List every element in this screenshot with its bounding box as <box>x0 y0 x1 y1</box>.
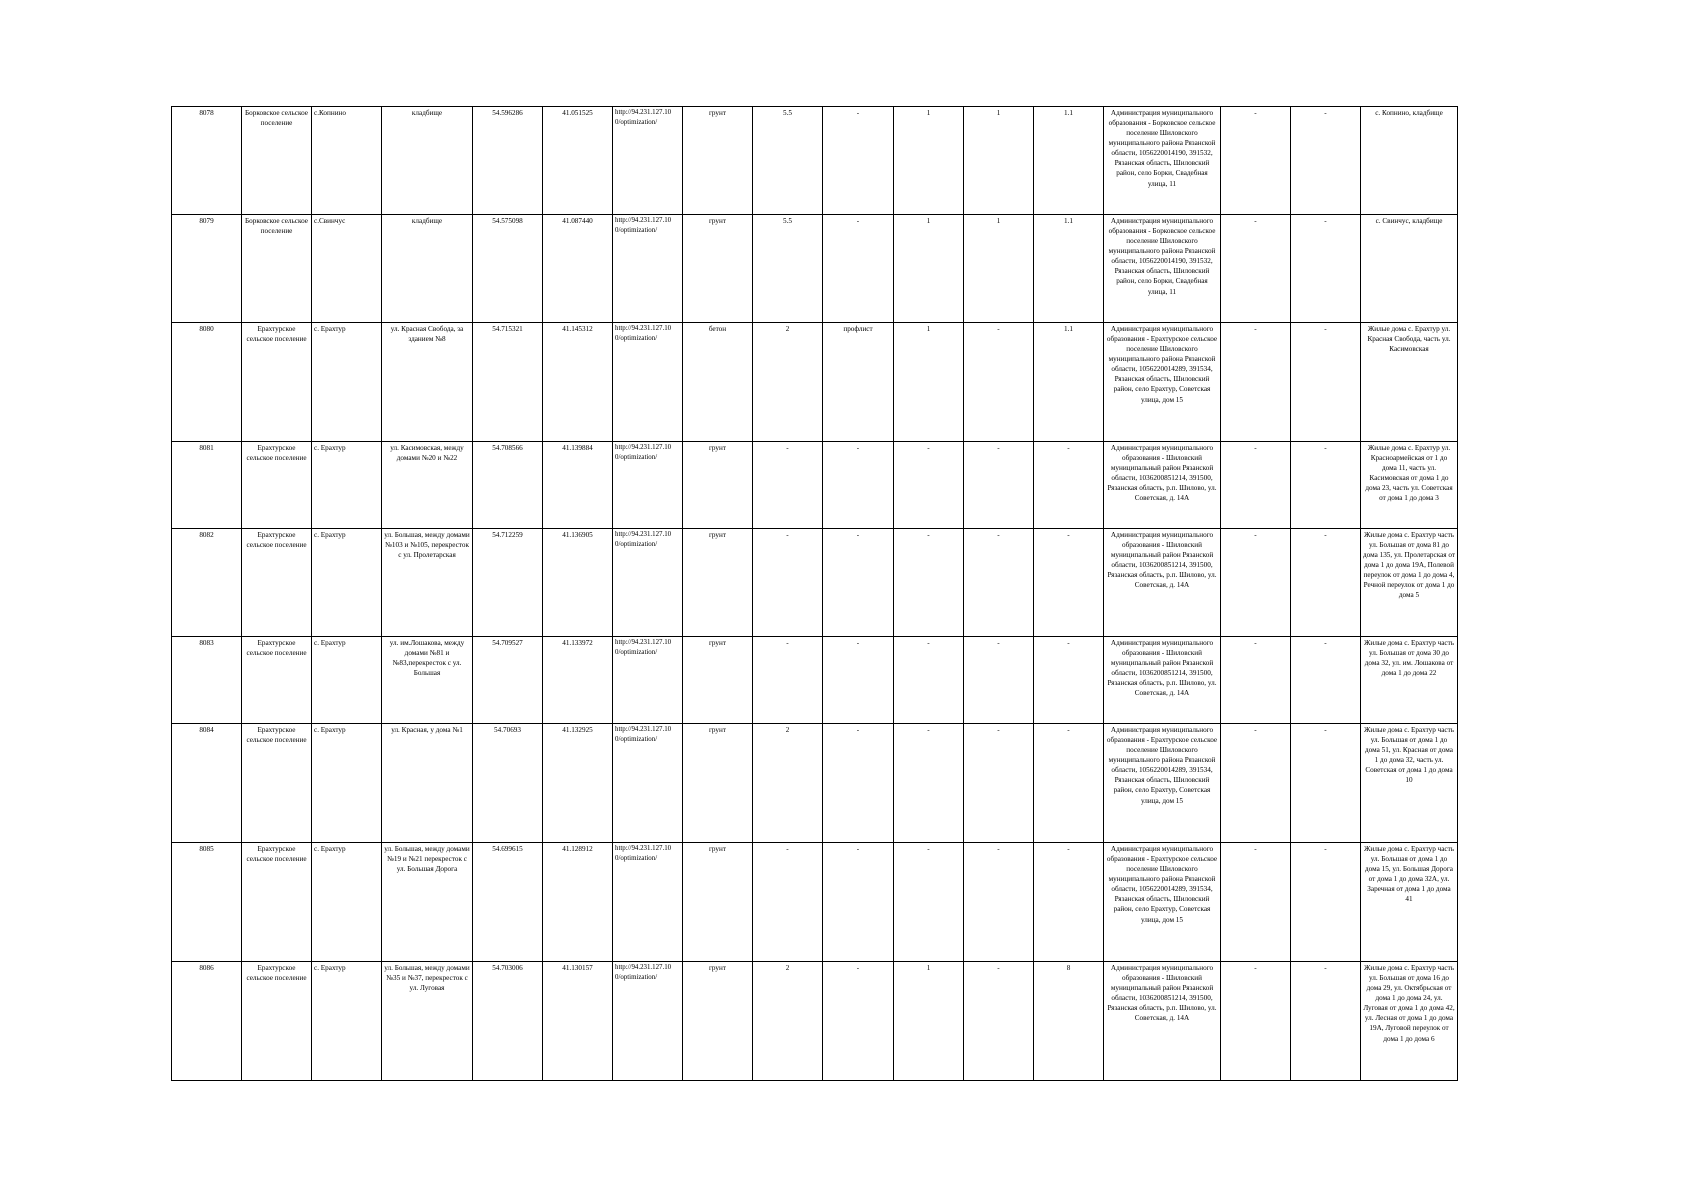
longitude-cell: 41.136905 <box>543 529 613 637</box>
surface-cell: бетон <box>683 323 753 442</box>
fence-cell: - <box>823 962 894 1081</box>
container-volume-cell: - <box>1034 442 1104 529</box>
container-planned-cell: - <box>964 442 1034 529</box>
settlement-cell: Ерахтурское сельское поселение <box>242 962 312 1081</box>
owner-cell: Администрация муниципального образования - Ерахтурское сельское поселение Шиловского муниципального района Рязанской области, 1056220014289, 391534, Рязанская область, Шиловский район, село Ерахтур, Советская улица, дом 15 <box>1104 843 1221 962</box>
waste-sources-cell: Жилые дома с. Ерахтур ул. Красноармейская от 1 до дома 11, часть ул. Касимовская от дома 1 до дома 23, часть ул. Советская от дома 1 до дома 3 <box>1361 442 1458 529</box>
village-cell: с. Ерахтур <box>312 442 382 529</box>
waste-sources-cell: Жилые дома с. Ерахтур часть ул. Большая от дома 30 до дома 32, ул. им. Лошакова от дома 1 до дома 22 <box>1361 637 1458 724</box>
owner-cell: Администрация муниципального образования - Шиловский муниципальный район Рязанской области, 1036200851214, 391500, Рязанская область, р.п. Шилово, ул. Советская, д. 14А <box>1104 962 1221 1081</box>
area-cell: - <box>753 529 823 637</box>
container-volume-cell: 1.1 <box>1034 107 1104 215</box>
location-cell: кладбище <box>382 107 473 215</box>
owner-cell: Администрация муниципального образования - Шиловский муниципальный район Рязанской области, 1036200851214, 391500, Рязанская область, р.п. Шилово, ул. Советская, д. 14А <box>1104 442 1221 529</box>
table-row <box>172 724 1458 843</box>
surface-cell: грунт <box>683 724 753 843</box>
extra-cell-2: - <box>1291 529 1361 637</box>
row-number: 8078 <box>172 107 242 215</box>
container-count-cell: - <box>894 724 964 843</box>
fence-cell: профлист <box>823 323 894 442</box>
longitude-cell: 41.130157 <box>543 962 613 1081</box>
extra-cell-1: - <box>1221 637 1291 724</box>
owner-cell: Администрация муниципального образования - Ерахтурское сельское поселение Шиловского муниципального района Рязанской области, 1056220014289, 391534, Рязанская область, Шиловский район, село Ерахтур, Советская улица, дом 15 <box>1104 724 1221 843</box>
village-cell: с. Ерахтур <box>312 529 382 637</box>
container-volume-cell: - <box>1034 529 1104 637</box>
container-volume-cell: 8 <box>1034 962 1104 1081</box>
row-number: 8084 <box>172 724 242 843</box>
container-volume-cell: 1.1 <box>1034 215 1104 323</box>
settlement-cell: Ерахтурское сельское поселение <box>242 323 312 442</box>
settlement-cell: Ерахтурское сельское поселение <box>242 442 312 529</box>
waste-sources-cell: с. Свинчус, кладбище <box>1361 215 1458 323</box>
container-count-cell: - <box>894 843 964 962</box>
extra-cell-2: - <box>1291 843 1361 962</box>
area-cell: 2 <box>753 962 823 1081</box>
container-count-cell: 1 <box>894 323 964 442</box>
row-number: 8086 <box>172 962 242 1081</box>
latitude-cell: 54.709527 <box>473 637 543 724</box>
waste-sources-cell: Жилые дома с. Ерахтур часть ул. Большая от дома 81 до дома 135, ул. Пролетарская от дома 1 до дома 19А, Полевой переулок от дома 1 до дома 4, Речной переулок от дома 1 до дома 5 <box>1361 529 1458 637</box>
container-volume-cell: - <box>1034 843 1104 962</box>
settlement-cell: Ерахтурское сельское поселение <box>242 843 312 962</box>
waste-sources-cell: Жилые дома с. Ерахтур часть ул. Большая от дома 1 до дома 15, ул. Большая Дорога от дома 1 до дома 32А, ул. Заречная от дома 1 до дома 41 <box>1361 843 1458 962</box>
link-cell[interactable]: http://94.231.127.10 0/optimization/ <box>613 843 683 962</box>
link-cell[interactable]: http://94.231.127.10 0/optimization/ <box>613 215 683 323</box>
fence-cell: - <box>823 529 894 637</box>
surface-cell: грунт <box>683 962 753 1081</box>
extra-cell-2: - <box>1291 442 1361 529</box>
longitude-cell: 41.087440 <box>543 215 613 323</box>
extra-cell-1: - <box>1221 962 1291 1081</box>
area-cell: - <box>753 442 823 529</box>
container-planned-cell: - <box>964 529 1034 637</box>
table-row <box>172 107 1458 215</box>
longitude-cell: 41.139884 <box>543 442 613 529</box>
row-number: 8082 <box>172 529 242 637</box>
latitude-cell: 54.715321 <box>473 323 543 442</box>
link-cell[interactable]: http://94.231.127.10 0/optimization/ <box>613 637 683 724</box>
extra-cell-2: - <box>1291 724 1361 843</box>
longitude-cell: 41.133972 <box>543 637 613 724</box>
extra-cell-2: - <box>1291 107 1361 215</box>
row-number: 8083 <box>172 637 242 724</box>
settlement-cell: Ерахтурское сельское поселение <box>242 637 312 724</box>
extra-cell-1: - <box>1221 107 1291 215</box>
latitude-cell: 54.596286 <box>473 107 543 215</box>
extra-cell-1: - <box>1221 442 1291 529</box>
extra-cell-2: - <box>1291 215 1361 323</box>
container-count-cell: 1 <box>894 215 964 323</box>
row-number: 8079 <box>172 215 242 323</box>
latitude-cell: 54.703006 <box>473 962 543 1081</box>
area-cell: 2 <box>753 724 823 843</box>
location-cell: кладбище <box>382 215 473 323</box>
fence-cell: - <box>823 215 894 323</box>
location-cell: ул. Касимовская, между домами №20 и №22 <box>382 442 473 529</box>
surface-cell: грунт <box>683 215 753 323</box>
container-planned-cell: - <box>964 962 1034 1081</box>
surface-cell: грунт <box>683 107 753 215</box>
area-cell: 5.5 <box>753 107 823 215</box>
surface-cell: грунт <box>683 637 753 724</box>
latitude-cell: 54.712259 <box>473 529 543 637</box>
link-cell[interactable]: http://94.231.127.10 0/optimization/ <box>613 323 683 442</box>
waste-sources-cell: Жилые дома с. Ерахтур часть ул. Большая от дома 1 до дома 51, ул. Красная от дома 1 до дома 32, часть ул. Советская от дома 1 до дома 10 <box>1361 724 1458 843</box>
location-cell: ул. Красная Свобода, за зданием №8 <box>382 323 473 442</box>
extra-cell-1: - <box>1221 323 1291 442</box>
owner-cell: Администрация муниципального образования - Шиловский муниципальный район Рязанской области, 1036200851214, 391500, Рязанская область, р.п. Шилово, ул. Советская, д. 14А <box>1104 637 1221 724</box>
container-volume-cell: 1.1 <box>1034 323 1104 442</box>
extra-cell-2: - <box>1291 637 1361 724</box>
row-number: 8081 <box>172 442 242 529</box>
table-row <box>172 637 1458 724</box>
settlement-cell: Ерахтурское сельское поселение <box>242 724 312 843</box>
container-planned-cell: 1 <box>964 107 1034 215</box>
fence-cell: - <box>823 637 894 724</box>
village-cell: с. Ерахтур <box>312 637 382 724</box>
container-planned-cell: 1 <box>964 215 1034 323</box>
container-planned-cell: - <box>964 323 1034 442</box>
link-cell[interactable]: http://94.231.127.10 0/optimization/ <box>613 962 683 1081</box>
waste-sources-cell: Жилые дома с. Ерахтур ул. Красная Свобода, часть ул. Касимовская <box>1361 323 1458 442</box>
container-volume-cell: - <box>1034 637 1104 724</box>
container-count-cell: - <box>894 637 964 724</box>
village-cell: с.Копнино <box>312 107 382 215</box>
container-planned-cell: - <box>964 724 1034 843</box>
longitude-cell: 41.132925 <box>543 724 613 843</box>
owner-cell: Администрация муниципального образования - Ерахтурское сельское поселение Шиловского муниципального района Рязанской области, 1056220014289, 391534, Рязанская область, Шиловский район, село Ерахтур, Советская улица, дом 15 <box>1104 323 1221 442</box>
link-cell[interactable]: http://94.231.127.10 0/optimization/ <box>613 529 683 637</box>
surface-cell: грунт <box>683 843 753 962</box>
waste-sources-cell: Жилые дома с. Ерахтур часть ул. Большая от дома 16 до дома 29, ул. Октябрьская от дома 1 до дома 24, ул. Луговая от дома 1 до дома 42, ул. Лесная от дома 1 до дома 19А, Луговой переулок от дома 1 до дома 6 <box>1361 962 1458 1081</box>
latitude-cell: 54.699615 <box>473 843 543 962</box>
longitude-cell: 41.051525 <box>543 107 613 215</box>
latitude-cell: 54.70693 <box>473 724 543 843</box>
location-cell: ул. Большая, между домами №19 и №21 перекресток с ул. Большая Дорога <box>382 843 473 962</box>
table-row <box>172 215 1458 323</box>
container-count-cell: - <box>894 442 964 529</box>
village-cell: с.Свинчус <box>312 215 382 323</box>
location-cell: ул. Большая, между домами №35 и №37, перекресток с ул. Луговая <box>382 962 473 1081</box>
table-row <box>172 442 1458 529</box>
extra-cell-2: - <box>1291 962 1361 1081</box>
table-row <box>172 843 1458 962</box>
container-count-cell: - <box>894 529 964 637</box>
register-table <box>171 106 1458 1081</box>
link-cell[interactable]: http://94.231.127.10 0/optimization/ <box>613 107 683 215</box>
settlement-cell: Ерахтурское сельское поселение <box>242 529 312 637</box>
village-cell: с. Ерахтур <box>312 843 382 962</box>
table-row <box>172 323 1458 442</box>
surface-cell: грунт <box>683 442 753 529</box>
container-volume-cell: - <box>1034 724 1104 843</box>
row-number: 8080 <box>172 323 242 442</box>
location-cell: ул. Большая, между домами №103 и №105, перекресток с ул. Пролетарская <box>382 529 473 637</box>
container-planned-cell: - <box>964 843 1034 962</box>
location-cell: ул. Красная, у дома №1 <box>382 724 473 843</box>
link-cell[interactable]: http://94.231.127.10 0/optimization/ <box>613 724 683 843</box>
settlement-cell: Борковское сельское поселение <box>242 215 312 323</box>
table-row <box>172 529 1458 637</box>
owner-cell: Администрация муниципального образования - Борковское сельское поселение Шиловского муниципального района Рязанской области, 1056220014190, 391532, Рязанская область, Шиловский район, село Борки, Свадебная улица, 11 <box>1104 215 1221 323</box>
area-cell: - <box>753 843 823 962</box>
extra-cell-1: - <box>1221 724 1291 843</box>
area-cell: 2 <box>753 323 823 442</box>
longitude-cell: 41.128912 <box>543 843 613 962</box>
fence-cell: - <box>823 724 894 843</box>
extra-cell-1: - <box>1221 843 1291 962</box>
extra-cell-1: - <box>1221 529 1291 637</box>
settlement-cell: Борковское сельское поселение <box>242 107 312 215</box>
fence-cell: - <box>823 442 894 529</box>
fence-cell: - <box>823 107 894 215</box>
village-cell: с. Ерахтур <box>312 323 382 442</box>
container-count-cell: 1 <box>894 107 964 215</box>
extra-cell-2: - <box>1291 323 1361 442</box>
area-cell: 5.5 <box>753 215 823 323</box>
fence-cell: - <box>823 843 894 962</box>
owner-cell: Администрация муниципального образования - Шиловский муниципальный район Рязанской области, 1036200851214, 391500, Рязанская область, р.п. Шилово, ул. Советская, д. 14А <box>1104 529 1221 637</box>
latitude-cell: 54.708566 <box>473 442 543 529</box>
row-number: 8085 <box>172 843 242 962</box>
extra-cell-1: - <box>1221 215 1291 323</box>
location-cell: ул. им.Лошакова, между домами №81 и №83,перекресток с ул. Большая <box>382 637 473 724</box>
container-planned-cell: - <box>964 637 1034 724</box>
longitude-cell: 41.145312 <box>543 323 613 442</box>
village-cell: с. Ерахтур <box>312 724 382 843</box>
waste-sources-cell: с. Копнино, кладбище <box>1361 107 1458 215</box>
surface-cell: грунт <box>683 529 753 637</box>
latitude-cell: 54.575098 <box>473 215 543 323</box>
area-cell: - <box>753 637 823 724</box>
owner-cell: Администрация муниципального образования - Борковское сельское поселение Шиловского муниципального района Рязанской области, 1056220014190, 391532, Рязанская область, Шиловский район, село Борки, Свадебная улица, 11 <box>1104 107 1221 215</box>
village-cell: с. Ерахтур <box>312 962 382 1081</box>
link-cell[interactable]: http://94.231.127.10 0/optimization/ <box>613 442 683 529</box>
container-count-cell: 1 <box>894 962 964 1081</box>
table-row <box>172 962 1458 1081</box>
